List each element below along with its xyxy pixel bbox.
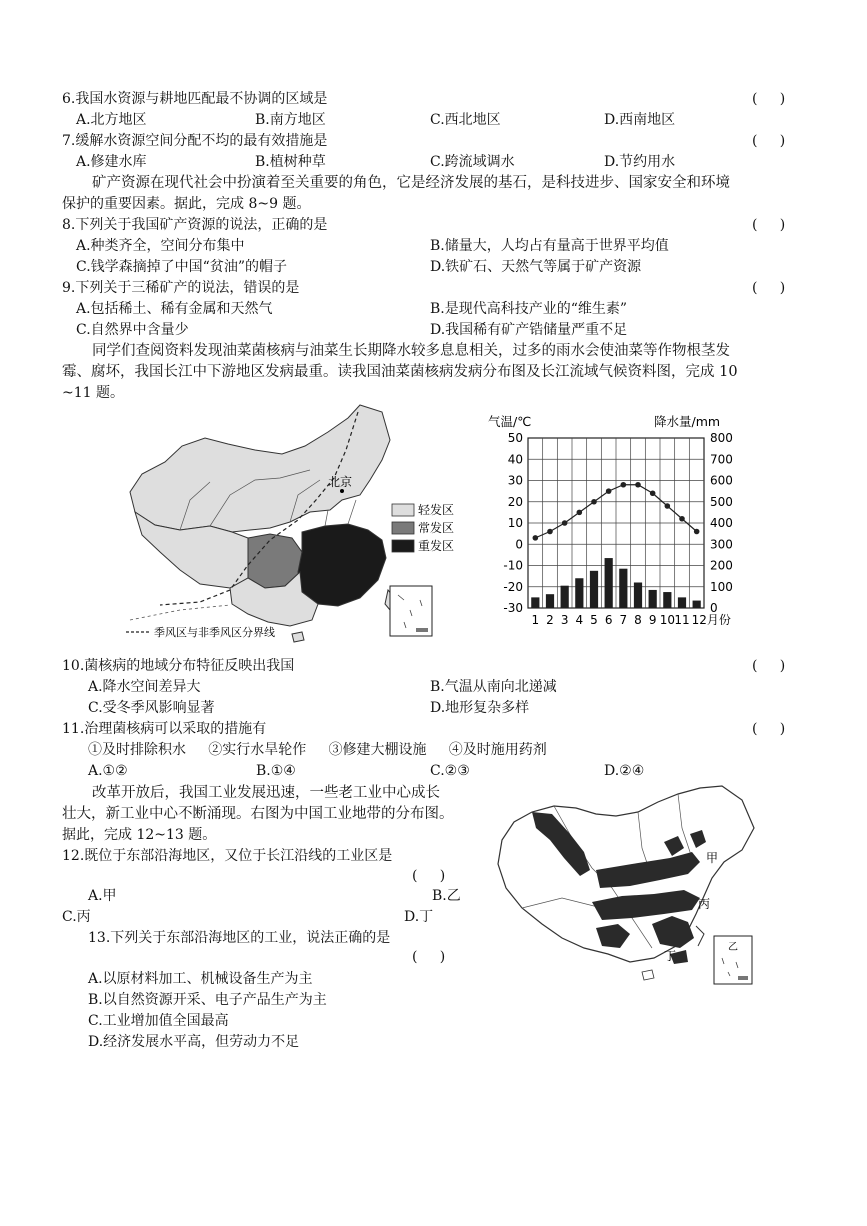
- label-jia: 甲: [706, 851, 719, 865]
- legend-common: 常发区: [418, 521, 455, 535]
- disease-distribution-map: [120, 400, 455, 645]
- beijing-label: 北京: [328, 475, 353, 489]
- q6-option-b: B.南方地区: [255, 112, 326, 128]
- month-tick-label: 10: [659, 613, 675, 627]
- q6-stem: 6.我国水资源与耕地匹配最不协调的区域是: [62, 91, 328, 107]
- q8-stem: 8.下列关于我国矿产资源的说法，正确的是: [62, 217, 328, 233]
- temp-tick-label: 50: [507, 431, 523, 445]
- passage-8-9-line1: 矿产资源在现代社会中扮演着至关重要的角色，它是经济发展的基石，是科技进步、国家安全和环境: [92, 175, 730, 191]
- month-tick-label: 11: [674, 613, 690, 627]
- passage-12-13-line1: 改革开放后，我国工业发展迅速，一些老工业中心成长: [92, 785, 440, 801]
- temperature-point: [665, 503, 671, 509]
- boundary-legend-label: 季风区与非季风区分界线: [154, 626, 275, 639]
- q9-stem: 9.下列关于三稀矿产的说法，错误的是: [62, 280, 300, 296]
- precip-bar: [649, 590, 657, 608]
- precip-bar: [546, 594, 554, 608]
- label-bing: 丙: [698, 897, 711, 911]
- q11-stem: 11.治理菌核病可以采取的措施有: [62, 721, 267, 737]
- passage-12-13-line2: 壮大，新工业中心不断涌现。右图为中国工业地带的分布图。: [62, 806, 454, 822]
- q9-option-c: C.自然界中含量少: [76, 322, 189, 338]
- q11-option-c: C.②③: [430, 763, 470, 779]
- temperature-point: [621, 482, 627, 488]
- q8-option-b: B.储量大，人均占有量高于世界平均值: [430, 238, 669, 254]
- q13-stem: 13.下列关于东部沿海地区的工业，说法正确的是: [88, 930, 391, 946]
- precip-tick-label: 0: [710, 601, 718, 615]
- q10-option-a: A.降水空间差异大: [88, 679, 201, 695]
- month-tick-label: 4: [575, 613, 584, 627]
- climate-chart: [488, 412, 744, 632]
- precip-bar: [531, 597, 539, 608]
- temp-tick-label: 40: [507, 452, 523, 467]
- q9-option-b: B.是现代高科技产业的“维生素”: [430, 301, 628, 317]
- precip-bar: [590, 571, 598, 608]
- temperature-point: [547, 529, 553, 535]
- precip-tick-label: 300: [710, 537, 733, 552]
- q10-option-b: B.气温从南向北递减: [430, 679, 557, 695]
- temperature-point: [679, 516, 685, 522]
- q10-option-c: C.受冬季风影响显著: [88, 700, 215, 716]
- precip-bar: [678, 597, 686, 608]
- passage-8-9-line2: 保护的重要因素。据此，完成 8~9 题。: [62, 196, 311, 212]
- q12-option-c: C.丙: [62, 909, 91, 925]
- q6-option-c: C.西北地区: [430, 112, 501, 128]
- q12-option-a: A.甲: [88, 888, 117, 904]
- q7-option-d: D.节约用水: [604, 154, 676, 170]
- passage-10-11-line2: 霉、腐坏，我国长江中下游地区发病最重。读我国油菜菌核病发病分布图及长江流域气候资料图，完成 10: [62, 364, 738, 380]
- q13-option-b: B.以自然资源开采、电子产品生产为主: [88, 992, 327, 1008]
- q6-option-d: D.西南地区: [604, 112, 676, 128]
- q6-option-a: A.北方地区: [76, 112, 147, 128]
- q12-option-b: B.乙: [432, 888, 461, 904]
- temperature-point: [562, 520, 568, 526]
- temp-tick-label: -30: [503, 601, 523, 615]
- q13-answer-paren[interactable]: ( ): [412, 949, 446, 965]
- q9-answer-paren[interactable]: ( ): [752, 280, 786, 296]
- precip-bar: [634, 583, 642, 609]
- q11-answer-paren[interactable]: ( ): [752, 721, 786, 737]
- label-ding: 丁: [664, 949, 677, 963]
- temp-tick-label: -20: [503, 579, 523, 594]
- temp-tick-label: 0: [515, 537, 523, 552]
- precip-tick-label: 100: [710, 579, 733, 594]
- temperature-point: [577, 510, 583, 516]
- month-tick-label: 8: [634, 613, 642, 627]
- disease-map-legend: [392, 502, 454, 553]
- industrial-belt-map: [492, 778, 764, 990]
- q10-answer-paren[interactable]: ( ): [752, 658, 786, 674]
- q11-option-a: A.①②: [88, 763, 128, 779]
- q13-option-a: A.以原材料加工、机械设备生产为主: [88, 971, 313, 987]
- precip-bar: [693, 601, 701, 608]
- q9-option-a: A.包括稀土、稀有金属和天然气: [76, 301, 273, 317]
- q7-answer-paren[interactable]: ( ): [752, 133, 786, 149]
- temperature-point: [533, 535, 539, 541]
- q7-option-a: A.修建水库: [76, 154, 147, 170]
- precip-bar: [561, 586, 569, 608]
- precip-bar: [605, 558, 613, 608]
- q7-stem: 7.缓解水资源空间分配不均的最有效措施是: [62, 133, 328, 149]
- q7-option-c: C.跨流域调水: [430, 154, 515, 170]
- month-tick-label: 12月份: [691, 613, 731, 627]
- month-tick-label: 7: [619, 613, 628, 627]
- month-tick-label: 1: [531, 613, 540, 627]
- temperature-point: [606, 488, 612, 494]
- passage-10-11-line3: ~11 题。: [62, 385, 124, 401]
- ylabel-temp: 气温/℃: [488, 414, 532, 429]
- legend-light: 轻发区: [418, 503, 455, 517]
- month-tick-label: 2: [546, 613, 554, 627]
- q8-option-a: A.种类齐全，空间分布集中: [76, 238, 245, 254]
- temperature-point: [591, 499, 597, 505]
- q8-answer-paren[interactable]: ( ): [752, 217, 786, 233]
- q6-answer-paren[interactable]: ( ): [752, 91, 786, 107]
- q11-option-d: D.②④: [604, 763, 645, 779]
- passage-10-11-line1: 同学们查阅资料发现油菜菌核病与油菜生长期降水较多息息相关，过多的雨水会使油菜等作物根茎发: [92, 343, 730, 359]
- passage-12-13-line3: 据此，完成 12~13 题。: [62, 827, 217, 843]
- temp-tick-label: 30: [507, 473, 523, 488]
- month-tick-label: 6: [604, 613, 613, 627]
- precip-bar: [663, 592, 671, 608]
- precip-bar: [619, 569, 627, 608]
- temp-tick-label: -10: [503, 558, 523, 573]
- legend-heavy: 重发区: [418, 539, 455, 553]
- q8-option-d: D.铁矿石、天然气等属于矿产资源: [430, 259, 642, 275]
- inset-label-yi: 乙: [728, 942, 738, 953]
- q11-measures: ①及时排除积水 ②实行水旱轮作 ③修建大棚设施 ④及时施用药剂: [88, 742, 547, 758]
- q13-option-c: C.工业增加值全国最高: [88, 1013, 229, 1029]
- q12-stem: 12.既位于东部沿海地区，又位于长江沿线的工业区是: [62, 848, 393, 864]
- q10-option-d: D.地形复杂多样: [430, 700, 530, 716]
- q9-option-d: D.我国稀有矿产锆储量严重不足: [430, 322, 628, 338]
- q7-option-b: B.植树种草: [255, 154, 326, 170]
- temp-tick-label: 10: [507, 516, 523, 530]
- q11-option-b: B.①④: [256, 763, 296, 779]
- q12-answer-paren[interactable]: ( ): [412, 868, 446, 884]
- month-tick-label: 5: [590, 613, 598, 627]
- q10-stem: 10.菌核病的地域分布特征反映出我国: [62, 658, 295, 674]
- q12-option-d: D.丁: [404, 909, 434, 925]
- ylabel-precip: 降水量/mm: [654, 414, 721, 429]
- month-tick-label: 9: [648, 613, 657, 627]
- temperature-point: [694, 529, 700, 535]
- temp-tick-label: 20: [507, 494, 523, 509]
- precip-tick-label: 200: [710, 558, 733, 573]
- q8-option-c: C.钱学森摘掉了中国“贫油”的帽子: [76, 259, 287, 275]
- q13-option-d: D.经济发展水平高，但劳动力不足: [88, 1034, 300, 1050]
- precip-tick-label: 800: [710, 431, 733, 445]
- precip-tick-label: 700: [710, 452, 733, 467]
- month-tick-label: 3: [560, 613, 569, 627]
- precip-bar: [575, 578, 583, 608]
- temperature-point: [635, 482, 641, 488]
- beijing-dot: [340, 489, 344, 493]
- temperature-point: [650, 490, 656, 496]
- precip-tick-label: 500: [710, 494, 733, 509]
- precip-tick-label: 600: [710, 473, 733, 488]
- precip-tick-label: 400: [710, 516, 733, 530]
